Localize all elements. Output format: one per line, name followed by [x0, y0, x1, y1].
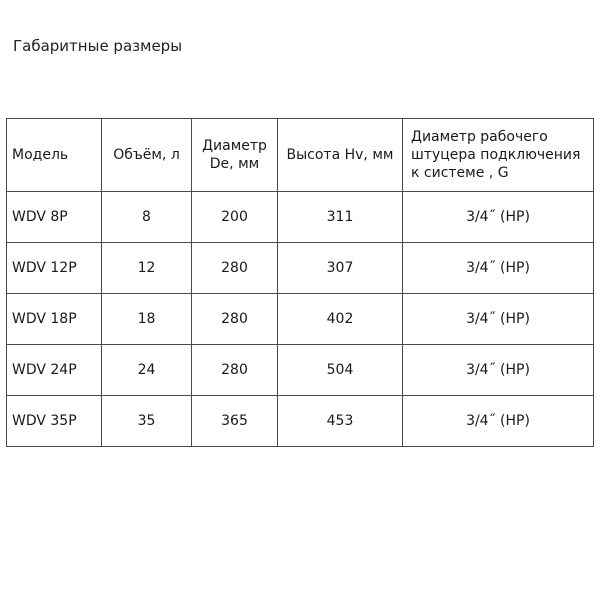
header-connection-line3: к системе , G [411, 165, 509, 181]
cell-height: 453 [278, 396, 403, 447]
header-diameter [192, 119, 278, 192]
cell-connection: 3/4˝ (НР) [403, 396, 594, 447]
table-row [7, 243, 594, 294]
page-title: Габаритные размеры [13, 37, 183, 55]
cell-connection: 3/4˝ (НР) [403, 243, 594, 294]
cell-diameter: 280 [192, 345, 278, 396]
header-diameter-line2: De, мм [209, 156, 260, 172]
cell-connection: 3/4˝ (НР) [403, 192, 594, 243]
header-model: Модель [7, 119, 102, 192]
header-connection [403, 119, 594, 192]
cell-model: WDV 24P [7, 345, 102, 396]
cell-diameter: 280 [192, 294, 278, 345]
cell-height: 402 [278, 294, 403, 345]
cell-connection: 3/4˝ (НР) [403, 345, 594, 396]
cell-diameter: 200 [192, 192, 278, 243]
cell-height: 307 [278, 243, 403, 294]
header-volume: Объём, л [102, 119, 192, 192]
cell-model: WDV 18P [7, 294, 102, 345]
cell-height: 504 [278, 345, 403, 396]
header-height: Высота Hv, мм [278, 119, 403, 192]
cell-model: WDV 8P [7, 192, 102, 243]
cell-diameter: 280 [192, 243, 278, 294]
table-row [7, 294, 594, 345]
cell-model: WDV 35P [7, 396, 102, 447]
table-row [7, 345, 594, 396]
header-connection-line2: штуцера подключения [411, 147, 581, 163]
header-diameter-line1: Диаметр [202, 138, 267, 154]
cell-volume: 12 [102, 243, 192, 294]
cell-height: 311 [278, 192, 403, 243]
table-row [7, 396, 594, 447]
cell-volume: 24 [102, 345, 192, 396]
table-row [7, 192, 594, 243]
cell-volume: 35 [102, 396, 192, 447]
dimensions-table [6, 118, 594, 447]
cell-diameter: 365 [192, 396, 278, 447]
cell-volume: 18 [102, 294, 192, 345]
table-header-row [7, 119, 594, 192]
header-connection-line1: Диаметр рабочего [411, 129, 548, 145]
cell-model: WDV 12P [7, 243, 102, 294]
cell-connection: 3/4˝ (НР) [403, 294, 594, 345]
cell-volume: 8 [102, 192, 192, 243]
